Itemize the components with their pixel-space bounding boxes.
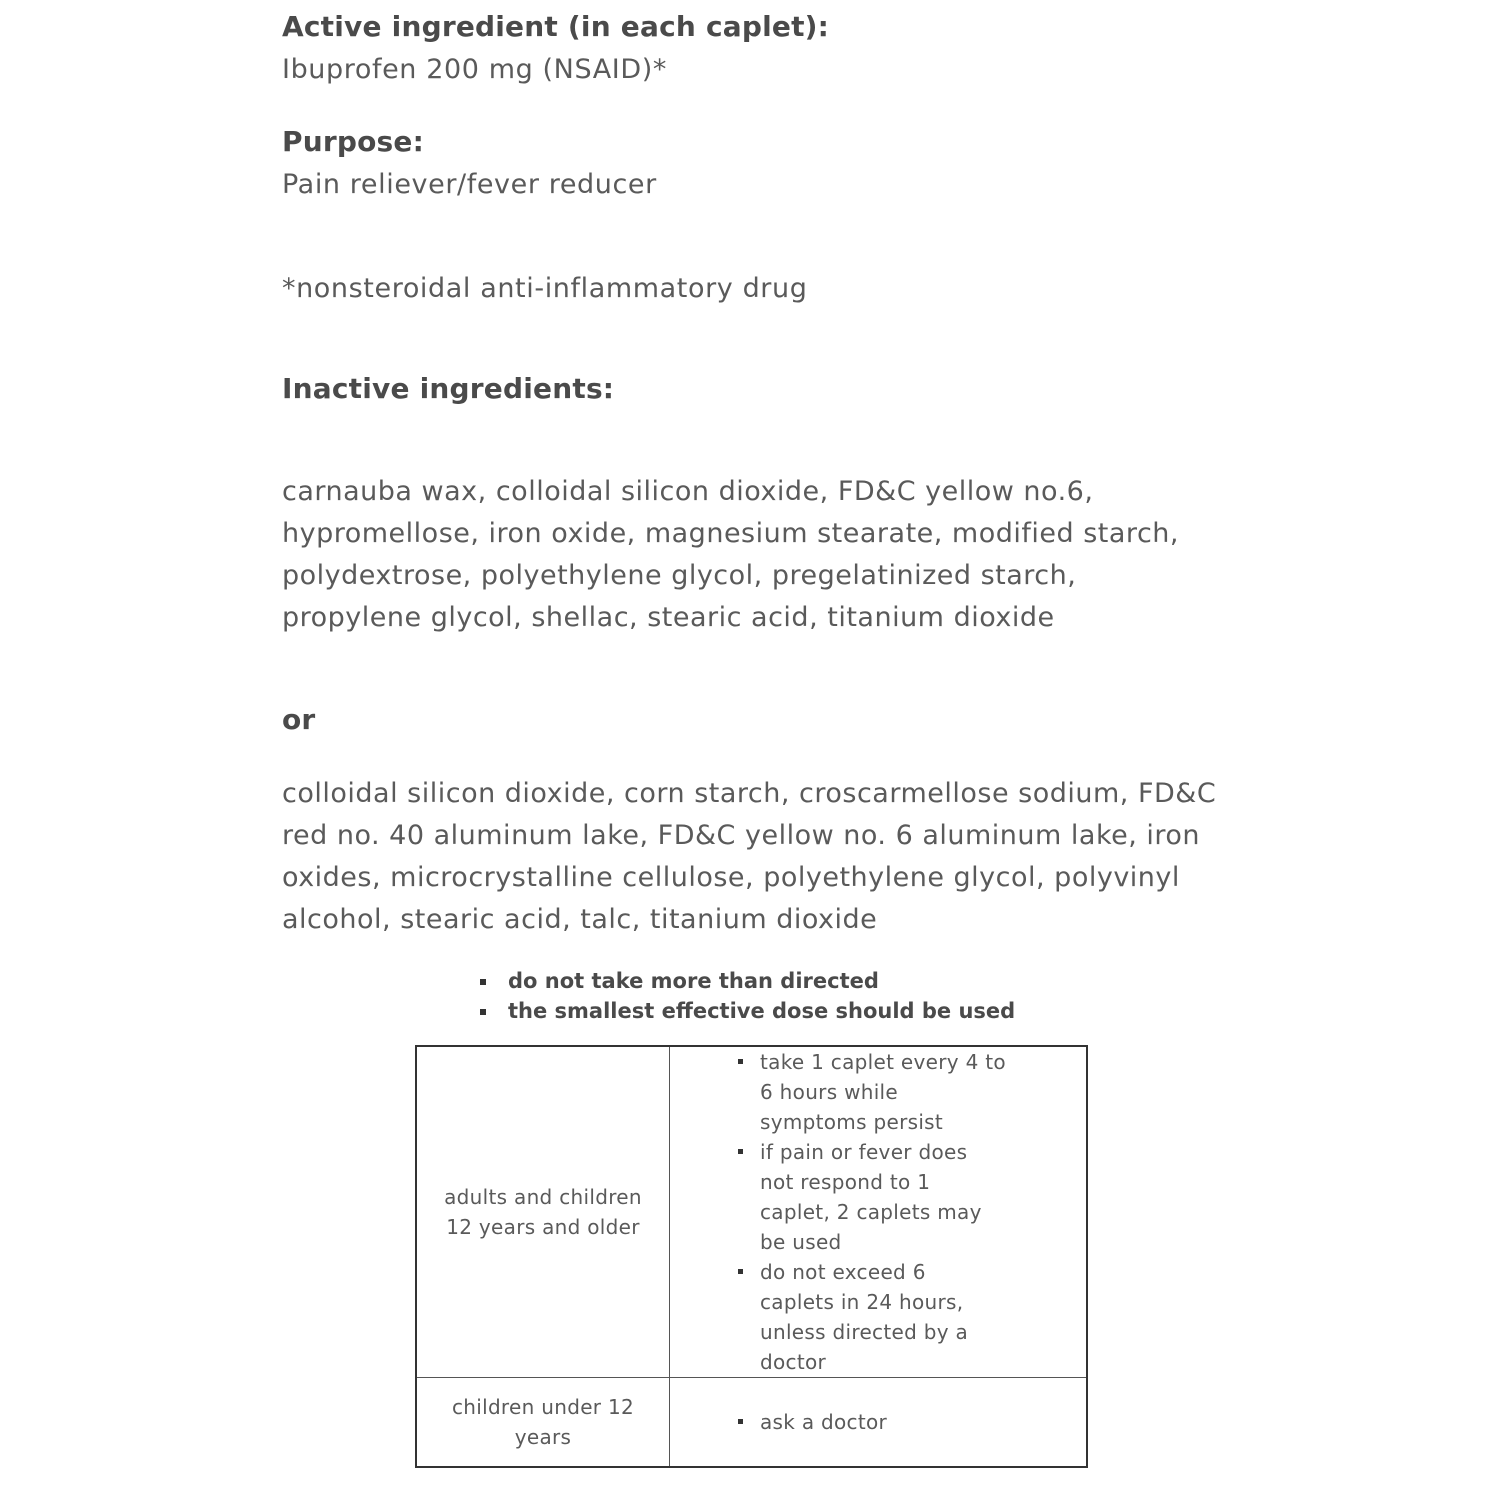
age-group-cell: children under 12 years: [416, 1378, 670, 1468]
directions-bullet: do not take more than directed: [478, 966, 1015, 996]
directions-bullets: [478, 966, 1015, 1026]
inactive-ingredients-heading: Inactive ingredients:: [282, 372, 615, 405]
directions-cell: [670, 1046, 1088, 1378]
inactive-ingredients-list-a: carnauba wax, colloidal silicon dioxide, FD&C yellow no.6, hypromellose, iron oxide, magnesium stearate, modified starch, polydextrose, polyethylene glycol, pregelatinized starch, propylene glycol, shellac, stearic acid, titanium dioxide: [282, 476, 1179, 633]
or-separator: or: [282, 703, 316, 736]
table-row: [416, 1378, 1087, 1468]
dosing-table: [415, 1045, 1088, 1468]
list-item: do not exceed 6 caplets in 24 hours, unless directed by a doctor: [738, 1257, 1006, 1377]
inactive-ingredients-list-b: colloidal silicon dioxide, corn starch, croscarmellose sodium, FD&C red no. 40 aluminum lake, FD&C yellow no. 6 aluminum lake, iron oxides, microcrystalline cellulose, polyethylene glycol, polyvinyl alcohol, stearic acid, talc, titanium dioxide: [282, 778, 1217, 935]
nsaid-footnote: *nonsteroidal anti-inflammatory drug: [282, 273, 808, 304]
active-ingredient-heading: Active ingredient (in each caplet):: [282, 10, 830, 43]
table-row: [416, 1046, 1087, 1378]
purpose-value: Pain reliever/fever reducer: [282, 169, 657, 200]
active-ingredient-value: Ibuprofen 200 mg (NSAID)*: [282, 54, 667, 85]
directions-bullet: the smallest effective dose should be used: [478, 996, 1015, 1026]
age-group-cell: adults and children 12 years and older: [416, 1046, 670, 1378]
purpose-heading: Purpose:: [282, 125, 424, 158]
list-item: take 1 caplet every 4 to 6 hours while symptoms persist: [738, 1047, 1006, 1137]
directions-list: [738, 1407, 1006, 1437]
directions-cell: [670, 1378, 1088, 1468]
directions-list: [738, 1047, 1006, 1377]
list-item: ask a doctor: [738, 1407, 1006, 1437]
list-item: if pain or fever does not respond to 1 caplet, 2 caplets may be used: [738, 1137, 1006, 1257]
